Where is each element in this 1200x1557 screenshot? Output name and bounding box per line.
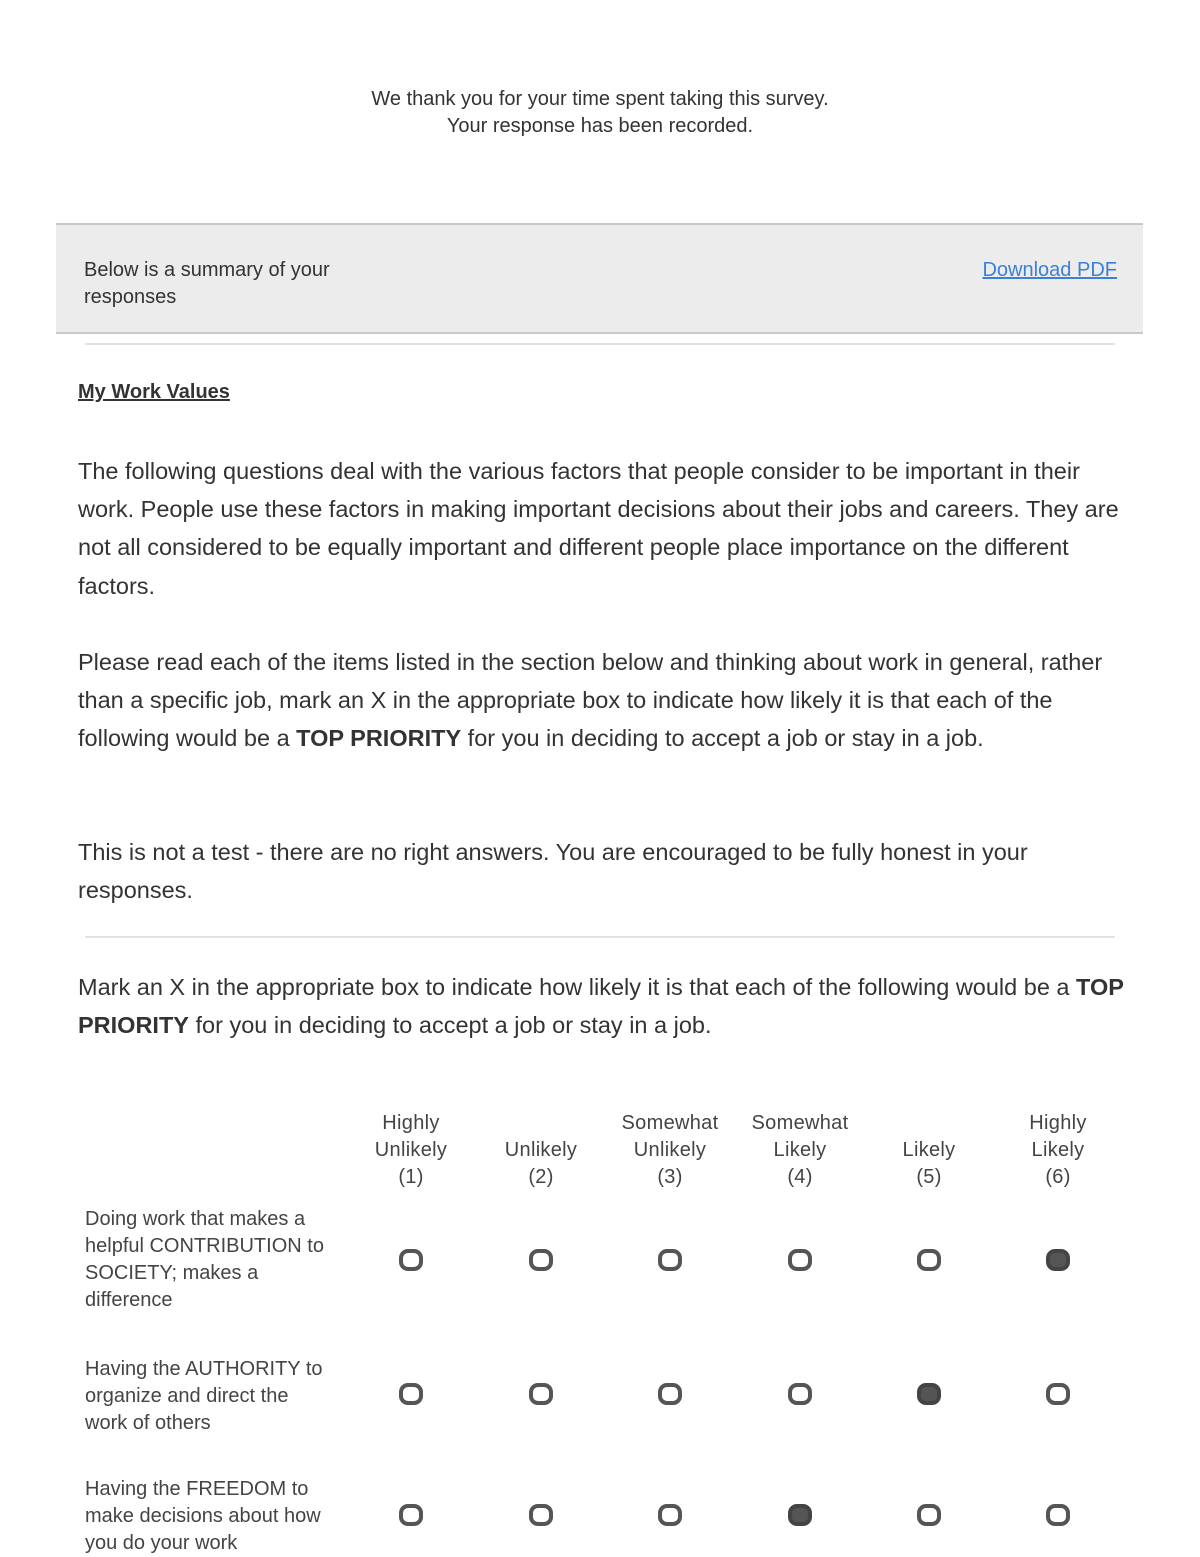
column-header-6 xyxy=(993,1110,1123,1191)
instructions-text-end: for you in deciding to accept a job or stay in a job. xyxy=(461,725,984,752)
question-instructions xyxy=(78,968,1138,1044)
section-title: My Work Values xyxy=(78,381,230,403)
column-header-line2: Likely xyxy=(902,1139,956,1161)
radio-button[interactable] xyxy=(399,1504,423,1526)
radio-button[interactable] xyxy=(399,1249,423,1271)
radio-button[interactable] xyxy=(917,1249,941,1271)
radio-button[interactable] xyxy=(788,1249,812,1271)
divider xyxy=(85,343,1115,345)
column-header-3 xyxy=(605,1110,735,1191)
thank-you-message xyxy=(0,86,1200,140)
column-header-line3: (3) xyxy=(657,1166,683,1188)
radio-button[interactable] xyxy=(529,1383,553,1405)
column-header-line1: Somewhat xyxy=(751,1112,849,1134)
question-text-end: for you in deciding to accept a job or stay in a job. xyxy=(188,1012,712,1039)
question-text: Mark an X in the appropriate box to indicate how likely it is that each of the following would be a xyxy=(78,974,1077,1000)
column-header-line2: Unlikely xyxy=(633,1139,707,1161)
column-header-4 xyxy=(735,1110,865,1191)
radio-button[interactable] xyxy=(1046,1383,1070,1405)
radio-button-selected[interactable] xyxy=(1046,1249,1070,1271)
radio-button[interactable] xyxy=(658,1249,682,1271)
column-header-5 xyxy=(864,1110,994,1191)
honesty-paragraph: This is not a test - there are no right answers. You are encouraged to be fully honest in your responses. xyxy=(78,839,1028,904)
row-label: Having the FREEDOM to make decisions about how you do your work xyxy=(85,1478,321,1554)
instructions-paragraph xyxy=(78,643,1138,758)
column-header-line1: Highly xyxy=(1029,1112,1087,1134)
thank-you-line: We thank you for your time spent taking this survey. xyxy=(371,88,829,110)
column-header-line2: Unlikely xyxy=(374,1139,448,1161)
radio-button[interactable] xyxy=(399,1383,423,1405)
radio-button[interactable] xyxy=(658,1504,682,1526)
column-header-line3: (4) xyxy=(787,1166,813,1188)
summary-bar xyxy=(56,223,1143,334)
radio-button-selected[interactable] xyxy=(917,1383,941,1405)
column-header-line3: (6) xyxy=(1045,1166,1071,1188)
column-header-2 xyxy=(476,1110,606,1191)
response-recorded-line: Your response has been recorded. xyxy=(446,115,754,137)
row-label: Doing work that makes a helpful CONTRIBUTION to SOCIETY; makes a difference xyxy=(85,1208,324,1311)
column-header-line3: (2) xyxy=(528,1166,554,1188)
radio-button[interactable] xyxy=(788,1383,812,1405)
row-label: Having the AUTHORITY to organize and direct the work of others xyxy=(85,1358,323,1434)
top-priority-emphasis: TOP PRIORITY xyxy=(78,974,1124,1039)
column-header-1 xyxy=(346,1110,476,1191)
column-header-line1 xyxy=(476,1110,606,1137)
divider xyxy=(85,936,1115,938)
instructions-text: Please read each of the items listed in the section below and thinking about work in general, rather than a specific job, mark an X in the appropriate box to indicate how likely it is that each of the following would be a xyxy=(78,649,1103,752)
column-header-line2: Likely xyxy=(773,1139,827,1161)
intro-paragraph: The following questions deal with the various factors that people consider to be important in their work. People use these factors in making important decisions about their jobs and careers. They are not all considered to be equally important and different people place importance on the different factors. xyxy=(78,458,1119,599)
download-pdf-link[interactable]: Download PDF xyxy=(982,259,1117,281)
column-header-line2: Unlikely xyxy=(504,1139,578,1161)
column-header-line2: Likely xyxy=(1031,1139,1085,1161)
column-header-line1: Highly xyxy=(382,1112,440,1134)
radio-button[interactable] xyxy=(1046,1504,1070,1526)
column-header-line3: (5) xyxy=(916,1166,942,1188)
radio-button-selected[interactable] xyxy=(788,1504,812,1526)
radio-button[interactable] xyxy=(529,1504,553,1526)
radio-button[interactable] xyxy=(658,1383,682,1405)
radio-button[interactable] xyxy=(917,1504,941,1526)
column-header-line1: Somewhat xyxy=(621,1112,719,1134)
column-header-line3: (1) xyxy=(398,1166,424,1188)
top-priority-emphasis: TOP PRIORITY xyxy=(296,725,462,752)
summary-text: Below is a summary of your responses xyxy=(84,259,330,308)
column-header-line1 xyxy=(864,1110,994,1137)
radio-button[interactable] xyxy=(529,1249,553,1271)
